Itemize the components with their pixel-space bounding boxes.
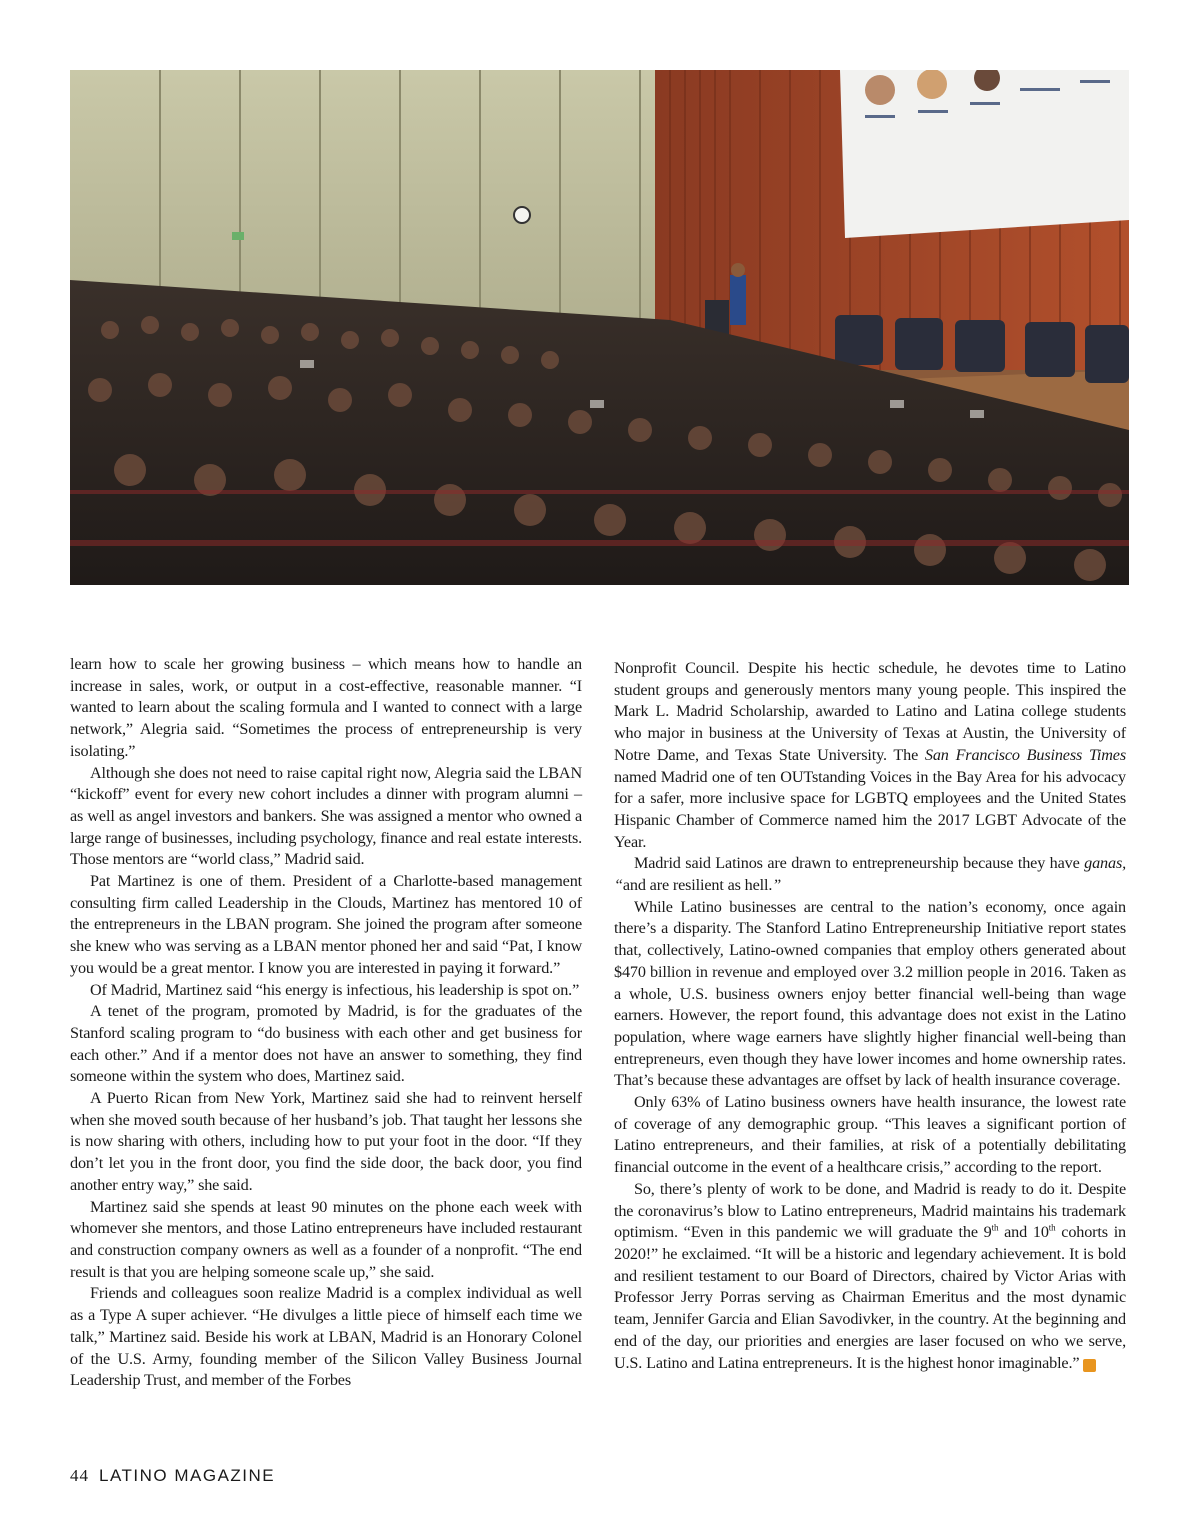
paragraph: learn how to scale her growing business – which means how to handle an increase in sales, work, or output in a cost-effective, reasonable manner. “I wanted to learn about the scaling formula and I wanted to connect with a large network,” Alegria said. “Sometimes the process of entrepreneurship is very isolating.” [70,655,582,760]
right-column [614,658,1126,1374]
left-column [70,654,582,1392]
paragraph: Although she does not need to raise capital right now, Alegria said the LBAN “kickoff” event for every new cohort includes a dinner with program alumni – as well as angel investors and bankers. She was assigned a mentor who owned a large range of businesses, including psychology, finance and real estate interests. Those mentors are “world class,” Madrid said. [70,763,582,869]
paragraph: Only 63% of Latino business owners have health insurance, the lowest rate of coverage of any demographic group. “This leaves a significant portion of Latino entrepreneurs, and their families, at risk of a potentially debilitating financial outcome in the event of a healthcare crisis,” according to the report. [614,1093,1126,1177]
end-mark-icon: L [1083,1359,1096,1372]
paragraph: Pat Martinez is one of them. President of a Charlotte-based management consulting firm called Leadership in the Clouds, Martinez has mentored 10 of the entrepreneurs in the LBAN program. She joined the program after someone she knew who was serving as a LBAN mentor phoned her and said “Pat, I know you would be a great mentor. I know you are interested in paying it forward.” [70,872,582,977]
magazine-name: LATINO MAGAZINE [99,1466,276,1485]
paragraph: Friends and colleagues soon realize Madrid is a complex individual as well as a Type A super achiever. “He divulges a little piece of himself each time we talk,” Martinez said. Beside his work at LBAN, Madrid is an Honorary Colonel of the U.S. Army, founding member of the Silicon Valley Business Journal Leadership Trust, and member of the Forbes [70,1284,582,1390]
paragraph: A tenet of the program, promoted by Madrid, is for the graduates of the Stanford scaling program to “do business with each other and get business for each other.” And if a mentor does not have an answer to something, they find someone within the system who does, Martinez said. [70,1002,582,1086]
paragraph: While Latino businesses are central to the nation’s economy, once again there’s a disparity. The Stanford Latino Entrepreneurship Initiative report states that, collectively, Latino-owned companies that employ others generated about $470 billion in revenue and employed over 3.2 million people in 2016. Taken as a whole, U.S. business owners enjoy better financial well-being than wage earners. However, the report found, this advantage does not exist in the Latino population, where wage earners have slightly higher financial well-being than entrepreneurs, even though they have lower incomes and home ownership rates. That’s because these advantages are offset by lack of health insurance coverage. [614,897,1126,1090]
paragraph: Madrid said Latinos are drawn to entrepreneurship because they have ganas, “and are resilient as hell.” [614,854,1126,895]
paragraph: A Puerto Rican from New York, Martinez said she had to reinvent herself when she moved south because of her husband’s job. That taught her lessons she is now sharing with others, including how to put your foot in the door. “If they don’t let you in the front door, you find the side door, the back door, you find another entry way,” she said. [70,1089,582,1194]
page-footer [70,1466,275,1486]
wall-clock-icon [514,207,530,223]
paragraph: Nonprofit Council. Despite his hectic schedule, he devotes time to Latino student groups and generously mentors many young people. This inspired the Mark L. Madrid Scholarship, awarded to Latino and Latina college students who major in business at the University of Texas at Austin, the University of Notre Dame, and Texas State University. The San Francisco Business Times named Madrid one of ten OUTstanding Voices in the Bay Area for his advocacy for a safer, more inclusive space for LGBTQ employees and the United States Hispanic Chamber of Commerce named him the 2017 LGBT Advocate of the Year. [614,659,1126,851]
conference-photo [70,70,1129,585]
publication-title: San Francisco Business Times [924,745,1126,764]
paragraph: Of Madrid, Martinez said “his energy is infectious, his leadership is spot on.” [90,980,580,999]
paragraph: So, there’s plenty of work to be done, and Madrid is ready to do it. Despite the coronavirus’s blow to Latino entrepreneurs, Madrid maintains his trademark optimism. “Even in this pandemic we will graduate the 9th and 10th cohorts in 2020!” he exclaimed. “It will be a historic and legendary achievement. It is bold and resilient testament to our Board of Directors, chaired by Victor Arias with Professor Jerry Porras serving as Chairman Emeritus and the most dynamic team, Jennifer Garcia and Elian Savodivker, in the country. At the beginning and end of the day, our priorities and energies are laser focused on who we serve, U.S. Latino and Latina entrepreneurs. It is the highest honor imaginable.” L [614,1179,1126,1372]
page-number: 44 [70,1466,89,1485]
paragraph: Martinez said she spends at least 90 minutes on the phone each week with whomever she mentors, and those Latino entrepreneurs have included restaurant and construction company owners as well as a founder of a nonprofit. “The end result is that you are helping someone scale up,” she said. [70,1197,582,1281]
conference-hall-icon [70,70,1129,585]
